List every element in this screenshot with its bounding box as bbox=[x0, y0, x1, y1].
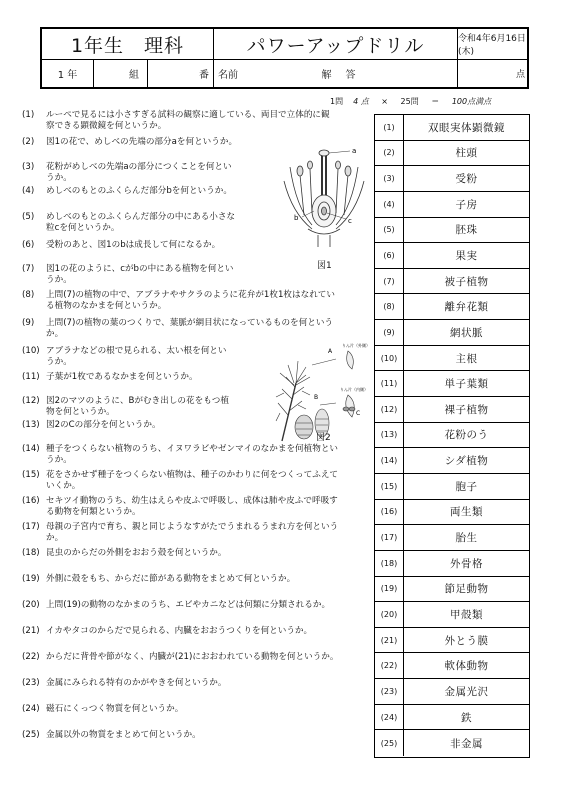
figure-2-caption: 図2 bbox=[316, 433, 331, 443]
question-number: (21) bbox=[22, 626, 40, 636]
answer-number: (15) bbox=[375, 474, 404, 499]
class-label: 組 bbox=[94, 59, 148, 88]
question-text: 種子をつくらない植物のうち、イヌワラビやゼンマイのなかまを何植物というか。 bbox=[46, 444, 339, 465]
full-score: 100点満点 bbox=[451, 97, 492, 106]
question-text: 図1の花のように、cがbの中にある植物を何というか。 bbox=[46, 264, 234, 285]
figure-2-label-a: A bbox=[328, 348, 333, 355]
question-item bbox=[22, 574, 340, 585]
question-text: 磁石にくっつく物質を何というか。 bbox=[46, 704, 184, 714]
question-number: (1) bbox=[22, 110, 35, 120]
answer-row bbox=[375, 141, 529, 167]
question-number: (19) bbox=[22, 574, 40, 584]
question-number: (6) bbox=[22, 240, 35, 250]
question-number: (4) bbox=[22, 186, 35, 196]
name-cell bbox=[214, 59, 458, 88]
answer-value: 花粉のう bbox=[444, 429, 489, 442]
answer-row bbox=[375, 730, 529, 756]
answer-number: (12) bbox=[375, 397, 404, 422]
answer-row bbox=[375, 397, 529, 423]
figure-1-flower-diagram bbox=[282, 147, 366, 257]
header-row-title bbox=[42, 29, 527, 60]
question-item bbox=[22, 626, 340, 637]
question-item bbox=[22, 346, 232, 368]
question-item bbox=[22, 522, 340, 544]
answer-number: (14) bbox=[375, 448, 404, 473]
answer-value: 裸子植物 bbox=[444, 403, 489, 416]
question-number: (5) bbox=[22, 212, 35, 222]
question-number: (15) bbox=[22, 470, 40, 480]
question-number: (20) bbox=[22, 600, 40, 610]
figure-2-label-c: C bbox=[356, 410, 361, 417]
question-number: (8) bbox=[22, 290, 35, 300]
answer-row bbox=[375, 705, 529, 731]
answer-number: (23) bbox=[375, 679, 404, 704]
answer-number: (6) bbox=[375, 243, 404, 268]
per-question: 1問 bbox=[330, 97, 344, 106]
question-number: (24) bbox=[22, 704, 40, 714]
question-item bbox=[22, 110, 334, 132]
answer-row bbox=[375, 243, 529, 269]
answer-number: (16) bbox=[375, 500, 404, 525]
question-item bbox=[22, 290, 340, 312]
question-item bbox=[22, 372, 232, 383]
question-text: 外側に殻をもち、からだに節がある動物をまとめて何というか。 bbox=[46, 574, 296, 584]
question-item bbox=[22, 652, 340, 663]
answer-value: 外骨格 bbox=[450, 557, 483, 570]
question-item bbox=[22, 548, 340, 559]
question-number: (14) bbox=[22, 444, 40, 454]
answer-row bbox=[375, 448, 529, 474]
question-item bbox=[22, 470, 340, 492]
answer-row bbox=[375, 577, 529, 603]
figure-1-label-a: a bbox=[352, 147, 357, 155]
figure-2-label-b: B bbox=[314, 394, 319, 401]
question-number: (9) bbox=[22, 318, 35, 328]
answer-key-label: 解答 bbox=[321, 70, 370, 81]
answer-value: 果実 bbox=[455, 250, 478, 262]
figure-1-label-b: b bbox=[294, 214, 299, 222]
question-item bbox=[22, 212, 237, 234]
answer-row bbox=[375, 320, 529, 346]
answer-row bbox=[375, 192, 529, 218]
answer-number: (20) bbox=[375, 602, 404, 627]
question-text: 上問(7)の植物の葉のつくりで、葉脈が網目状になっているものを何というか。 bbox=[46, 318, 334, 339]
question-item bbox=[22, 704, 340, 715]
question-text: イカやタコのからだで見られる、内臓をおおうつくりを何というか。 bbox=[46, 626, 313, 636]
question-number: (17) bbox=[22, 522, 40, 532]
question-text: 図1の花で、めしべの先端の部分aを何というか。 bbox=[46, 137, 238, 147]
question-text: 昆虫のからだの外側をおおう殻を何というか。 bbox=[46, 548, 227, 558]
question-text: 受粉のあと、図1のbは成長して何になるか。 bbox=[46, 240, 221, 250]
question-text: 金属以外の物質をまとめて何というか。 bbox=[46, 730, 201, 740]
answer-number: (3) bbox=[375, 166, 404, 191]
grade-label: 1 年 bbox=[42, 59, 94, 88]
points-each: 4 点 bbox=[353, 97, 369, 106]
score-unit: 点 bbox=[515, 70, 525, 80]
answer-value: 離弁花類 bbox=[444, 301, 489, 314]
question-item bbox=[22, 730, 340, 741]
question-text: めしべのもとのふくらんだ部分bを何というか。 bbox=[46, 186, 232, 196]
answer-value: 柱頭 bbox=[455, 147, 478, 160]
answer-value: 非金属 bbox=[450, 737, 483, 750]
answer-row bbox=[375, 166, 529, 192]
answer-row bbox=[375, 525, 529, 551]
answer-value: 被子植物 bbox=[444, 275, 489, 288]
question-text: 花粉がめしべの先端aの部分につくことを何というか。 bbox=[46, 162, 232, 183]
question-number: (23) bbox=[22, 678, 40, 688]
question-item bbox=[22, 600, 340, 611]
answer-number: (1) bbox=[375, 115, 404, 140]
question-number: (13) bbox=[22, 420, 40, 430]
grade-subject: 1年生 理科 bbox=[42, 29, 214, 59]
question-number: (12) bbox=[22, 396, 40, 406]
question-number: (3) bbox=[22, 162, 35, 172]
answer-value: 胚珠 bbox=[455, 224, 478, 237]
question-item bbox=[22, 318, 340, 340]
answer-value: 網状脈 bbox=[450, 326, 483, 339]
question-number: (7) bbox=[22, 264, 35, 274]
answer-number: (24) bbox=[375, 705, 404, 730]
answer-number: (25) bbox=[375, 730, 404, 756]
answer-number: (7) bbox=[375, 269, 404, 294]
answer-number: (4) bbox=[375, 192, 404, 217]
times-sign: × bbox=[381, 97, 388, 106]
answer-number: (22) bbox=[375, 653, 404, 678]
answer-row bbox=[375, 371, 529, 397]
answer-value: 受粉 bbox=[455, 173, 478, 186]
question-item bbox=[22, 186, 237, 197]
question-item bbox=[22, 444, 340, 466]
question-item bbox=[22, 678, 340, 689]
answer-row bbox=[375, 294, 529, 320]
question-text: 図2のマツのように、Bがむき出しの花をもつ植物を何というか。 bbox=[46, 396, 229, 417]
answer-row bbox=[375, 269, 529, 295]
question-item bbox=[22, 264, 237, 286]
answer-value: 甲殻類 bbox=[450, 608, 483, 621]
answer-number: (10) bbox=[375, 346, 404, 371]
answer-number: (5) bbox=[375, 218, 404, 243]
question-text: からだに背骨や節がなく、内臓が(21)におおわれている動物を何というか。 bbox=[46, 652, 339, 662]
date-label: 令和4年6月16日(木) bbox=[458, 34, 526, 57]
question-text: 花をさかせず種子をつくらない植物は、種子のかわりに何をつくってふえていくか。 bbox=[46, 470, 339, 491]
question-text: 上問(7)の植物の中で、アブラナやサクラのように花弁が1枚1枚はなれている植物のなかまを何というか。 bbox=[46, 290, 335, 311]
answer-row bbox=[375, 218, 529, 244]
question-number: (18) bbox=[22, 548, 40, 558]
answer-number: (11) bbox=[375, 371, 404, 396]
answer-value: 主根 bbox=[455, 352, 478, 365]
question-text: めしべのもとのふくらんだ部分の中にある小さな粒cを何というか。 bbox=[46, 212, 236, 233]
answer-row bbox=[375, 679, 529, 705]
question-number: (11) bbox=[22, 372, 40, 382]
answer-number: (2) bbox=[375, 141, 404, 166]
header-table bbox=[40, 27, 529, 89]
answer-row bbox=[375, 628, 529, 654]
question-number: (16) bbox=[22, 496, 40, 506]
answer-number: (9) bbox=[375, 320, 404, 345]
name-label: 名前 bbox=[218, 70, 238, 81]
question-item bbox=[22, 396, 237, 418]
answer-number: (13) bbox=[375, 423, 404, 448]
question-text: 母親の子宮内で育ち、親と同じようなすがたでうまれるうまれ方を何というか。 bbox=[46, 522, 339, 543]
question-text: アブラナなどの根で見られる、太い根を何というか。 bbox=[46, 346, 227, 367]
answer-value: 双眼実体顕微鏡 bbox=[428, 121, 505, 134]
answer-value: 胞子 bbox=[455, 480, 478, 493]
answer-row bbox=[375, 653, 529, 679]
figure-2-scale-outer-label: りん片（外側） bbox=[342, 343, 370, 348]
question-item bbox=[22, 240, 237, 251]
answer-row bbox=[375, 500, 529, 526]
answer-row bbox=[375, 115, 529, 141]
answer-value: 単子葉類 bbox=[444, 378, 489, 391]
drill-title: パワーアップドリル bbox=[214, 29, 458, 59]
question-item bbox=[22, 162, 237, 184]
answer-row bbox=[375, 346, 529, 372]
figure-2-scale-inner-label: りん片（内側） bbox=[340, 387, 368, 392]
question-number: (22) bbox=[22, 652, 40, 662]
number-label: 番 bbox=[148, 59, 214, 88]
header-row-student bbox=[42, 59, 527, 88]
answer-number: (18) bbox=[375, 551, 404, 576]
question-text: 上問(19)の動物のなかまのうち、エビやカニなどは何類に分類されるか。 bbox=[46, 600, 331, 610]
equals-sign: ＝ bbox=[431, 97, 440, 106]
question-text: 図2のCの部分を何というか。 bbox=[46, 420, 161, 430]
figure-1-label-c: c bbox=[348, 217, 352, 225]
figure-2-pine-diagram bbox=[274, 343, 374, 443]
answer-number: (21) bbox=[375, 628, 404, 653]
answer-number: (19) bbox=[375, 577, 404, 602]
answer-value: 両生類 bbox=[450, 506, 483, 519]
answer-row bbox=[375, 474, 529, 500]
question-item bbox=[22, 420, 237, 431]
answer-number: (17) bbox=[375, 525, 404, 550]
answer-value: 節足動物 bbox=[444, 583, 489, 596]
answer-table bbox=[374, 114, 530, 758]
figure-1-caption: 図1 bbox=[317, 261, 332, 271]
answer-value: 軟体動物 bbox=[444, 660, 489, 673]
answer-value: 鉄 bbox=[461, 711, 472, 724]
question-number: (10) bbox=[22, 346, 40, 356]
answer-value: 外とう膜 bbox=[444, 634, 489, 647]
answer-value: シダ植物 bbox=[444, 455, 489, 468]
answer-value: 胎生 bbox=[455, 532, 478, 545]
answer-row bbox=[375, 423, 529, 449]
question-number: (2) bbox=[22, 137, 35, 147]
answer-value: 金属光沢 bbox=[444, 685, 489, 698]
question-text: ルーペで見るには小さすぎる試料の観察に適している、両目で立体的に観察できる顕微鏡を何というか。 bbox=[46, 110, 330, 131]
answer-row bbox=[375, 602, 529, 628]
question-item bbox=[22, 496, 340, 518]
answer-number: (8) bbox=[375, 294, 404, 319]
score-line bbox=[330, 96, 530, 107]
question-text: 子葉が1枚であるなかまを何というか。 bbox=[46, 372, 198, 382]
question-text: 金属にみられる特有のかがやきを何というか。 bbox=[46, 678, 227, 688]
answer-value: 子房 bbox=[455, 198, 478, 211]
question-count: 25問 bbox=[400, 97, 419, 106]
answer-row bbox=[375, 551, 529, 577]
question-text: セキツイ動物のうち、幼生はえらや皮ふで呼吸し、成体は肺や皮ふで呼吸する動物を何類というか。 bbox=[46, 496, 338, 517]
question-number: (25) bbox=[22, 730, 40, 740]
